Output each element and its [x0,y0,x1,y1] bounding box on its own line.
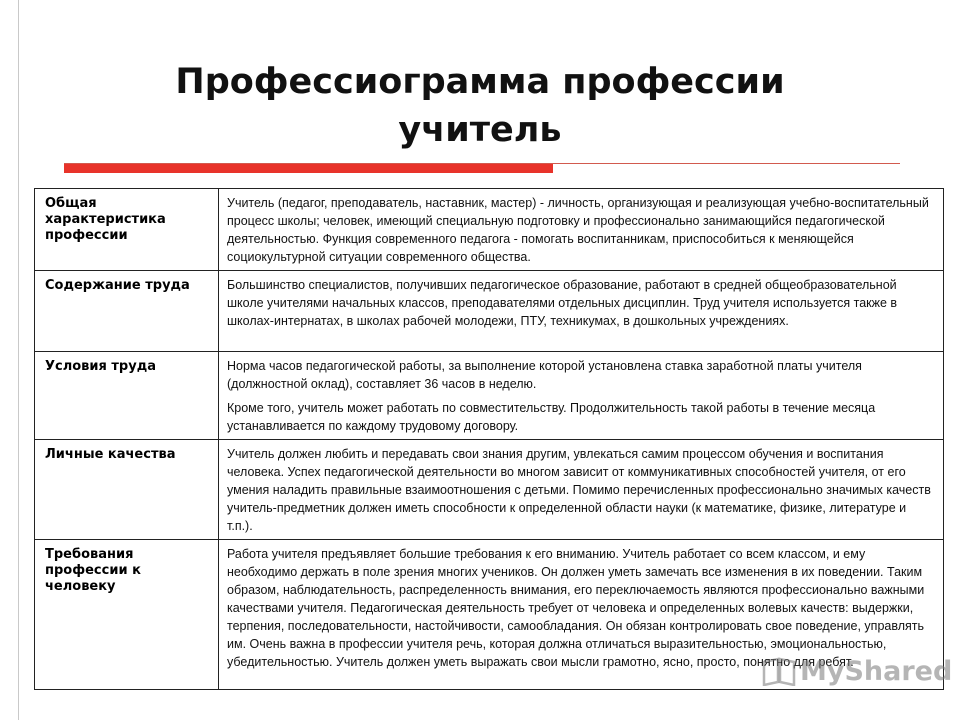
title-accent-bar [64,164,553,173]
book-icon [762,656,796,686]
row-content [219,271,944,352]
row-paragraph: Работа учителя предъявляет большие требования к его вниманию. Учитель работает со всем классом, и ему необходимо держать в поле зрения многих учеников. Он должен уметь замечать все изменения в их поведении. Таким образом, наблюдательность, распределенность внимания, его переключаемость являются профессионально важными качествами учителя. Педагогическая деятельность требует от человека и определенных волевых качеств: выдержки, терпения, последовательности, настойчивости, самообладания. Он обязан контролировать свое поведение, управлять им. Очень важна в профессии учителя речь, которая должна отличаться выразительностью, эмоциональностью, убедительностью. Учитель должен уметь выражать свои мысли грамотно, ясно, просто, понятно для ребят. [227,547,925,669]
row-label: Личные качества [35,440,219,540]
row-label: Требования профессии к человеку [35,540,219,690]
slide-title-line1: Профессиограмма профессии [175,62,785,102]
row-label: Содержание труда [35,271,219,352]
watermark-text: MyShared [800,655,953,687]
row-paragraph: Кроме того, учитель может работать по совместительству. Продолжительность такой работы в течение месяца устанавливается по каждому трудовому договору. [227,401,876,433]
table-row [35,440,944,540]
table-row [35,352,944,440]
row-content [219,440,944,540]
row-label: Общая характеристика профессии [35,189,219,271]
row-content [219,352,944,440]
profession-table [34,188,944,690]
table-row [35,271,944,352]
row-label: Условия труда [35,352,219,440]
row-paragraph: Норма часов педагогической работы, за выполнение которой установлена ставка заработной платы учителя (должностной оклад), составляет 36 часов в неделю. [227,359,862,391]
slide-title-line2: учитель [398,110,562,150]
row-content [219,189,944,271]
row-paragraph: Учитель должен любить и передавать свои знания другим, увлекаться самим процессом обучения и воспитания человека. Успех педагогической деятельности во многом зависит от коммуникативных способностей учителя, от его умения наладить правильные взаимоотношения с детьми. Помимо перечисленных профессионально значимых качеств учитель-предметник должен иметь способности к определенной области науки (к математике, физике, литературе и т.п.). [227,447,931,533]
slide-title [0,58,960,154]
row-paragraph: Учитель (педагог, преподаватель, наставник, мастер) - личность, организующая и реализующая учебно-воспитательный процесс школы; человек, имеющий специальную подготовку и профессионально занимающийся педагогической деятельностью. Функция современного педагога - помогать воспитанникам, приспособиться к меняющейся социокультурной ситуации современного общества. [227,196,929,264]
watermark [762,652,952,690]
row-paragraph: Большинство специалистов, получивших педагогическое образование, работают в средней общеобразовательной школе учителями начальных классов, преподавателями отдельных дисциплин. Труд учителя используется также в школах-интернатах, в школах рабочей молодежи, ПТУ, техникумах, в дошкольных учреждениях. [227,278,898,328]
table-row [35,189,944,271]
